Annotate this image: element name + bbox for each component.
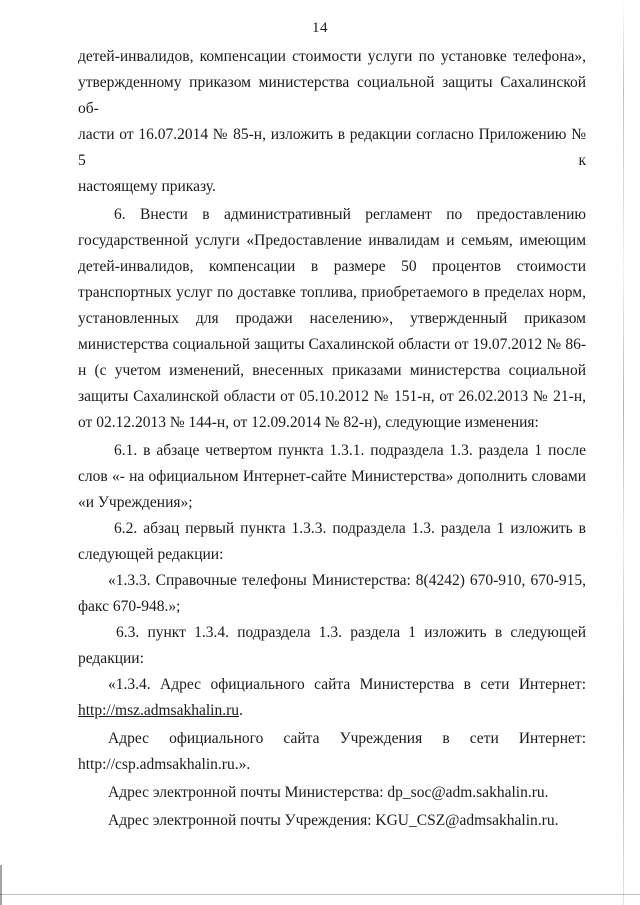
paragraph-item-6: 6. Внести в административный регламент по предоставлению государственной услуги «Предоставление инвалидам и семьям, имеющим детей-инвалидов, компенсации в размере 50 процентов стоимости транспортных услуг по доставке топлива, приобретаемого в пределах норм, установленных для продажи населению», утвержденный приказом министерства социальной защиты Сахалинской области от 19.07.2012 № 86-н (с учетом изменений, внесенных приказами министерства социальной защиты Сахалинской области от 05.10.2012 № 151-н, от 26.02.2013 № 21-н, от 02.12.2013 № 144-н, от 12.09.2014 № 82-н), следующие изменения:	[78, 206, 586, 431]
paragraph-1-line-4: настоящему приказу.	[78, 178, 216, 195]
scan-edge-left	[0, 865, 2, 905]
document-body	[78, 44, 586, 834]
paragraph-item-6-2: 6.2. абзац первый пункта 1.3.3. подраздела 1.3. раздела 1 изложить в следующей редакции:	[78, 520, 586, 563]
paragraph-1-line-2: утвержденному приказом министерства социальной защиты Сахалинской об-	[78, 74, 586, 117]
paragraph-item-6-1: 6.1. в абзаце четвертом пункта 1.3.1. подраздела 1.3. раздела 1 после слов «- на официальном Интернет-сайте Министерства» дополнить словами «и Учреждения»;	[78, 442, 586, 511]
scan-edge-bottom	[0, 894, 640, 895]
ministry-site-tail: .	[239, 702, 243, 719]
ministry-site-link[interactable]: http://msz.admsakhalin.ru	[78, 702, 240, 719]
paragraph-ministry-site	[78, 672, 586, 724]
paragraph-1-line-1: детей-инвалидов, компенсации стоимости услуги по установке телефона»,	[78, 48, 586, 65]
paragraph-phones: «1.3.3. Справочные телефоны Министерства: 8(4242) 670-910, 670-915, факс 670-948.»;	[78, 572, 586, 615]
paragraph-item-6-3: 6.3. пункт 1.3.4. подраздела 1.3. раздела 1 изложить в следующей редакции:	[78, 624, 586, 667]
ministry-site-text: «1.3.4. Адрес официального сайта Министерства в сети Интернет:	[108, 676, 586, 693]
paragraph-institution-site: Адрес официального сайта Учреждения в сети Интернет: http://csp.admsakhalin.ru.».	[78, 730, 586, 773]
paragraph-1-line-3: ласти от 16.07.2014 № 85-н, изложить в редакции согласно Приложению № 5 к	[78, 126, 586, 169]
paragraph-institution-email: Адрес электронной почты Учреждения: KGU_CSZ@admsakhalin.ru.	[108, 812, 559, 829]
scan-edge-right	[623, 0, 624, 905]
page-number: 14	[312, 20, 328, 36]
paragraph-ministry-email: Адрес электронной почты Министерства: dp_soc@adm.sakhalin.ru.	[108, 784, 549, 801]
